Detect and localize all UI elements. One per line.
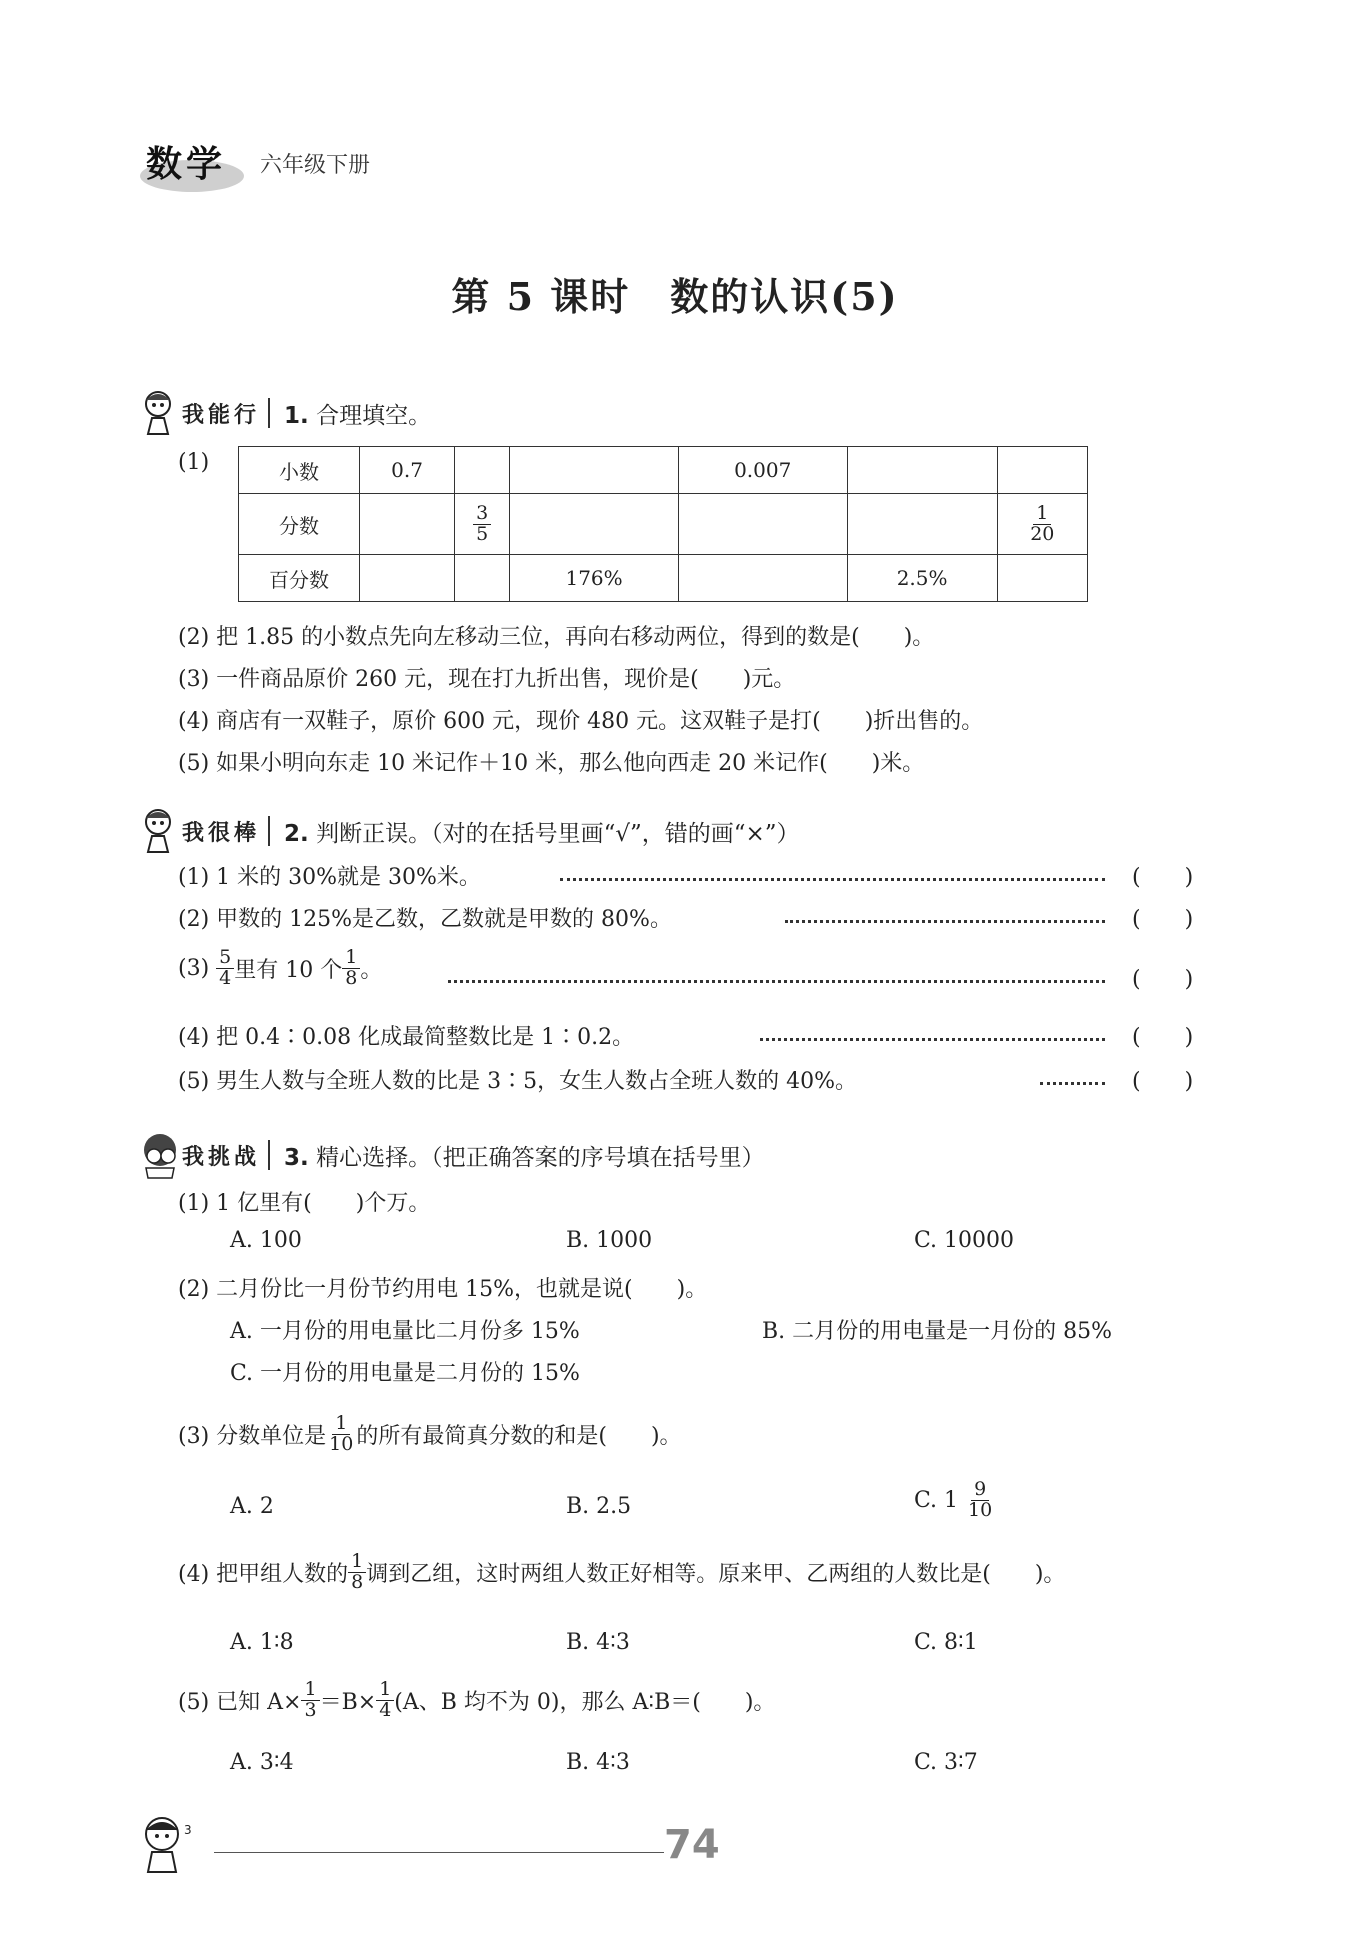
section2-title: 判断正误。（对的在括号里画“√”，错的画“×”）	[316, 820, 800, 847]
option-b: B. 2.5	[566, 1494, 632, 1519]
table-cell	[360, 555, 455, 602]
judge-item: (3) $\frac{5}{4}$ 里有 10 个 $\frac{1}{8}$ 。	[178, 946, 383, 989]
option-c: C. 3∶7	[914, 1750, 978, 1775]
section2-badge: 我很棒	[182, 820, 261, 846]
option-b: B. 二月份的用电量是一月份的 85%	[762, 1319, 1113, 1344]
table-cell	[997, 447, 1087, 494]
subject-label: 数学	[146, 144, 227, 185]
leader-dots	[448, 970, 1105, 983]
table-cell	[678, 555, 847, 602]
table-cell	[997, 555, 1087, 602]
judge-item: (4) 把 0.4∶0.08 化成最简整数比是 1∶0.2。	[178, 1025, 635, 1050]
option-a: A. 1∶8	[230, 1630, 294, 1655]
section1-number: 1.	[284, 402, 309, 429]
choice-stem: (4) 把甲组人数的 $\frac{1}{8}$ 调到乙组，这时两组人数正好相等。原来甲、乙两组的人数比是( )。	[178, 1550, 1066, 1593]
section1-badge: 我能行	[182, 402, 261, 428]
table-row-header: 小数	[239, 447, 360, 494]
table-cell: 0.7	[360, 447, 455, 494]
table-cell	[455, 447, 510, 494]
table-cell	[510, 447, 679, 494]
fraction: $\frac{1}{3}$	[301, 1680, 319, 1721]
leader-dots	[1040, 1072, 1105, 1085]
leader-dots	[785, 910, 1105, 923]
table-row-header: 分数	[239, 494, 360, 555]
conversion-table	[238, 446, 1088, 602]
choice-stem: (2) 二月份比一月份节约用电 15%，也就是说( )。	[178, 1277, 708, 1302]
table-cell: 0.007	[678, 447, 847, 494]
answer-paren[interactable]: ( )	[1132, 967, 1194, 992]
q1-item: (4) 商店有一双鞋子，原价 600 元，现价 480 元。这双鞋子是打( )折出售的。	[178, 709, 984, 734]
choice-stem: (3) 分数单位是 $\frac{1}{10}$ 的所有最简真分数的和是( )。	[178, 1412, 682, 1455]
fraction: $\frac{1}{20}$	[1030, 501, 1055, 545]
q1-item: (3) 一件商品原价 260 元，现在打九折出售，现价是( )元。	[178, 667, 796, 692]
fraction: $\frac{5}{4}$	[216, 948, 234, 989]
fraction: $\frac{1}{4}$	[376, 1680, 394, 1721]
option-a: A. 2	[230, 1494, 274, 1519]
q1-item: (2) 把 1.85 的小数点先向左移动三位，再向右移动两位，得到的数是( )。	[178, 625, 935, 650]
table-cell: 2.5%	[847, 555, 997, 602]
option-a: A. 100	[230, 1228, 302, 1253]
footer-mascot-icon	[130, 1812, 210, 1882]
table-cell	[455, 494, 510, 555]
page-number: 74	[664, 1822, 720, 1868]
fraction: $\frac{1}{10}$	[329, 1412, 354, 1455]
table-row-header: 百分数	[239, 555, 360, 602]
girl-mascot-icon	[138, 388, 182, 438]
table-row-decimal	[239, 447, 1088, 494]
table-cell	[847, 447, 997, 494]
svg-text:3: 3	[184, 1823, 192, 1837]
table-cell	[360, 494, 455, 555]
table-cell	[847, 494, 997, 555]
answer-paren[interactable]: ( )	[1132, 1025, 1194, 1050]
footer-rule	[214, 1852, 664, 1853]
table-cell	[455, 555, 510, 602]
section3-number: 3.	[284, 1144, 309, 1171]
option-b: B. 4∶3	[566, 1630, 630, 1655]
option-c: C. 1 $\frac{9}{10}$	[914, 1480, 995, 1521]
q1-item: (5) 如果小明向东走 10 米记作＋10 米，那么他向西走 20 米记作( )米。	[178, 751, 925, 776]
choice-stem: (1) 1 亿里有( )个万。	[178, 1191, 431, 1216]
table-row-percent	[239, 555, 1088, 602]
answer-paren[interactable]: ( )	[1132, 1069, 1194, 1094]
option-c: C. 一月份的用电量是二月份的 15%	[230, 1361, 580, 1386]
judge-item: (2) 甲数的 125%是乙数，乙数就是甲数的 80%。	[178, 907, 672, 932]
answer-paren[interactable]: ( )	[1132, 907, 1194, 932]
section3-title: 精心选择。（把正确答案的序号填在括号里）	[316, 1144, 765, 1171]
fraction: $\frac{1}{8}$	[342, 948, 360, 989]
section3-header	[138, 1130, 765, 1180]
option-b: B. 4∶3	[566, 1750, 630, 1775]
fraction: $\frac{9}{10}$	[968, 1478, 993, 1521]
section1-header	[138, 388, 431, 438]
answer-paren[interactable]: ( )	[1132, 865, 1194, 890]
lesson-title: 第 5 课时 数的认识(5)	[451, 274, 899, 319]
choice-stem: (5) 已知 A× $\frac{1}{3}$ ＝B× $\frac{1}{4}$ (A、B 均不为 0)，那么 A∶B＝( )。	[178, 1678, 776, 1721]
table-cell	[510, 494, 679, 555]
kids-mascot-icon	[138, 1130, 182, 1180]
option-b: B. 1000	[566, 1228, 653, 1253]
section1-title: 合理填空。	[316, 402, 432, 429]
table-row-fraction	[239, 494, 1088, 555]
section2-header	[138, 806, 800, 856]
fraction: $\frac{1}{8}$	[348, 1552, 366, 1593]
option-a: A. 一月份的用电量比二月份多 15%	[230, 1319, 580, 1344]
option-c: C. 10000	[914, 1228, 1015, 1253]
section3-badge: 我挑战	[182, 1144, 261, 1170]
judge-item: (5) 男生人数与全班人数的比是 3∶5，女生人数占全班人数的 40%。	[178, 1069, 858, 1094]
fraction: $\frac{3}{5}$	[473, 504, 491, 545]
subject-logo	[138, 132, 246, 194]
grade-label: 六年级下册	[260, 153, 371, 178]
leader-dots	[760, 1028, 1105, 1041]
judge-item: (1) 1 米的 30%就是 30%米。	[178, 865, 481, 890]
table-cell: 176%	[510, 555, 679, 602]
option-c: C. 8∶1	[914, 1630, 978, 1655]
option-a: A. 3∶4	[230, 1750, 294, 1775]
q1-part1-label: (1)	[178, 450, 210, 475]
table-cell	[678, 494, 847, 555]
section2-number: 2.	[284, 820, 309, 847]
girl-mascot-icon	[138, 806, 182, 856]
leader-dots	[560, 868, 1105, 881]
table-cell	[997, 494, 1087, 555]
